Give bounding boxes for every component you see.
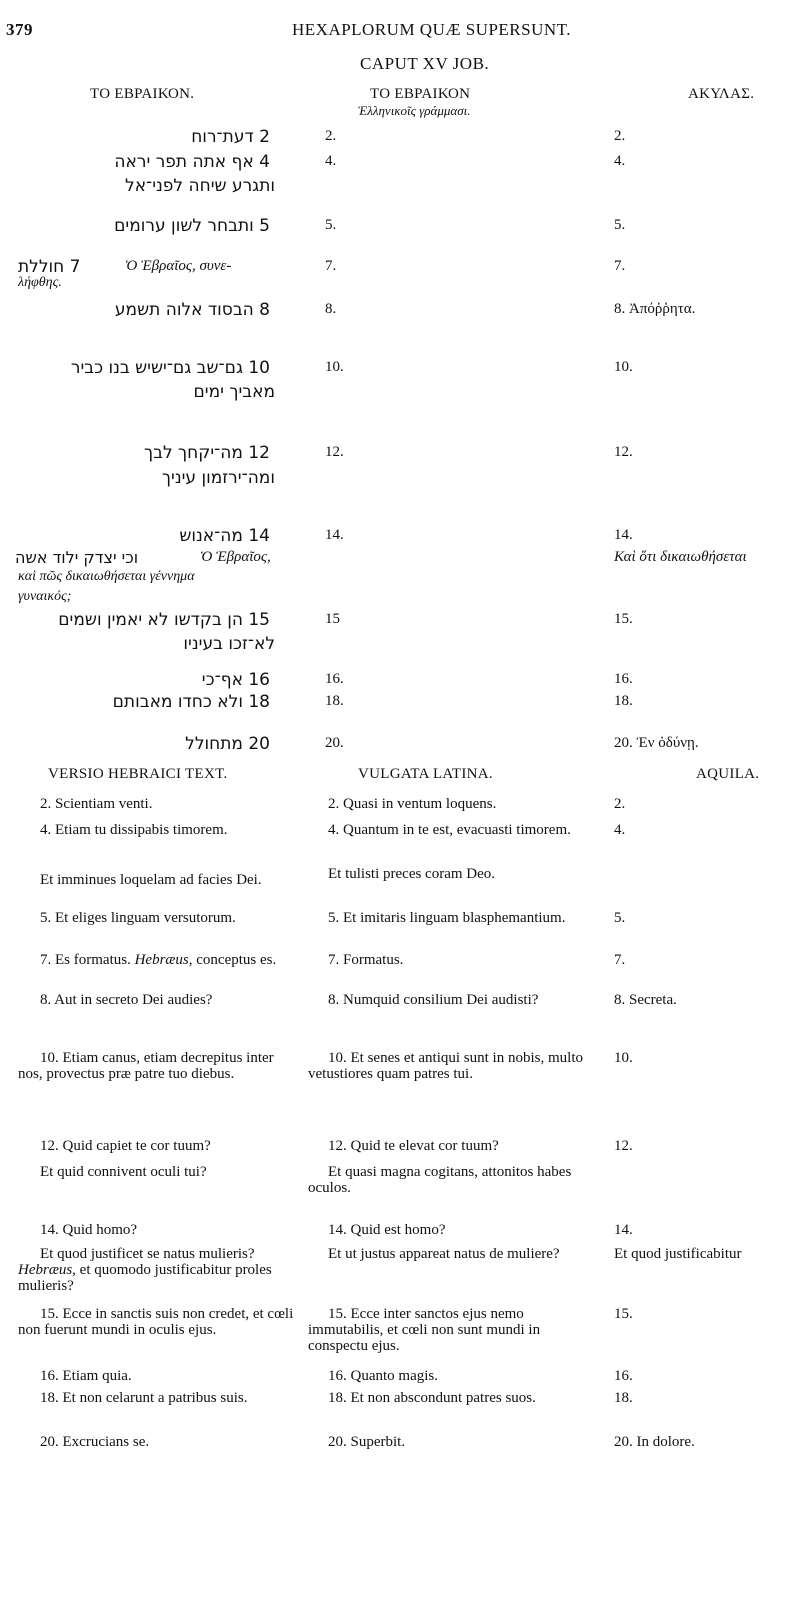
vulgata-verse-18: 18. Et non abscondunt patres suos. (328, 1390, 536, 1406)
aquila-verse-8: 8. Ἀπόῤῥητα. (614, 301, 696, 317)
hebrew-verse-16: 16 אף־כי (201, 670, 270, 690)
versio-verse-5: 5. Et eliges linguam versutorum. (40, 910, 236, 926)
hebrew-verse-4: 4 אף אתה תפר יראה (114, 152, 270, 172)
aquila-verse-2: 2. (614, 128, 626, 144)
aquila-latin-verse-4: 4. (614, 822, 626, 838)
hebrew-verse-4-line2: ותגרע שיחה לפני־אל (125, 176, 275, 196)
aquila-verse-14: 14. (614, 527, 633, 543)
aquila-verse-18: 18. (614, 693, 633, 709)
versio-verse-10: 10. Etiam canus, etiam decrepitus inter nos, provectus præ patre tuo diebus. (18, 1050, 274, 1082)
chapter-title: CAPUT XV JOB. (360, 54, 490, 73)
versio-verse-14: 14. Quid homo? (40, 1222, 138, 1238)
hebrew-verse-14: 14 מה־אנוש (179, 526, 270, 546)
versio-verse-14b-hebraeus: Hebræus (18, 1262, 73, 1278)
translit-verse-14: 14. (325, 527, 344, 543)
hebrew-verse-12: 12 מה־יקחך לבך (144, 443, 270, 463)
vulgata-verse-4: 4. Quantum in te est, evacuasti timorem. (328, 822, 571, 838)
hebrew-verse-2: 2 דעת־רוח (191, 127, 270, 147)
vulgata-verse-8: 8. Numquid consilium Dei audisti? (328, 992, 539, 1008)
greek-note-verse-14-line3: γυναικός; (18, 589, 72, 604)
aquila-verse-5: 5. (614, 217, 626, 233)
versio-verse-8: 8. Aut in secreto Dei audies? (40, 992, 213, 1008)
translit-verse-15: 15 (325, 611, 340, 627)
hebrew-verse-20: 20 מתחולל (185, 734, 270, 754)
hebrew-verse-10: 10 גם־שב גם־ישיש בנו כביר (70, 358, 270, 378)
versio-verse-14b (18, 1246, 296, 1294)
versio-verse-7-b: , conceptus es. (188, 952, 277, 968)
page-number: 379 (6, 20, 33, 39)
vulgata-verse-7: 7. Formatus. (328, 952, 404, 968)
versio-verse-7 (18, 952, 296, 968)
aquila-latin-verse-20: 20. In dolore. (614, 1434, 695, 1450)
aquila-latin-verse-14: 14. (614, 1222, 633, 1238)
vulgata-verse-12: 12. Quid te elevat cor tuum? (328, 1138, 499, 1154)
aquila-latin-verse-7: 7. (614, 952, 626, 968)
col-header-aquila-latin: AQUILA. (696, 766, 760, 782)
versio-verse-18: 18. Et non celarunt a patribus suis. (40, 1390, 248, 1406)
aquila-latin-verse-10: 10. (614, 1050, 633, 1066)
versio-verse-12: 12. Quid capiet te cor tuum? (40, 1138, 211, 1154)
translit-verse-10: 10. (325, 359, 344, 375)
hebrew-verse-15-line2: לא־זכו בעיניו (183, 634, 275, 654)
aquila-latin-verse-16: 16. (614, 1368, 633, 1384)
vulgata-verse-15: 15. Ecce inter sanctos ejus nemo immutabilis, et cœli non sunt mundi in conspectu ejus. (308, 1306, 541, 1354)
running-title: HEXAPLORUM QUÆ SUPERSUNT. (292, 20, 572, 39)
hebrew-verse-14b: וכי יצדק ילוד אשה (15, 548, 139, 567)
aquila-verse-4: 4. (614, 153, 626, 169)
hebrew-verse-12-line2: ומה־ירזמון עיניך (161, 468, 275, 488)
aquila-latin-verse-2: 2. (614, 796, 626, 812)
aquila-verse-14b: Καὶ ὅτι δικαιωθήσεται (614, 549, 747, 565)
aquila-latin-verse-14b: Et quod justificabitur (614, 1246, 742, 1262)
translit-verse-18: 18. (325, 693, 344, 709)
col-header-transliteration: ΤΟ ΕΒΡΑΙΚΟΝ (370, 86, 471, 102)
versio-verse-14b-a: Et quod justificet se natus mulieris? (40, 1246, 255, 1262)
versio-verse-20: 20. Excrucians se. (40, 1434, 150, 1450)
vulgata-verse-16: 16. Quanto magis. (328, 1368, 438, 1384)
versio-verse-7-a: 7. Es formatus. (40, 952, 135, 968)
translit-verse-7: 7. (325, 258, 337, 274)
col-header-versio: VERSIO HEBRAICI TEXT. (48, 766, 228, 782)
aquila-verse-10: 10. (614, 359, 633, 375)
translit-verse-20: 20. (325, 735, 344, 751)
greek-note-verse-14-line2: καὶ πῶς δικαιωθήσεται γέννημα (18, 569, 195, 584)
col-header-vulgata: VULGATA LATINA. (358, 766, 493, 782)
hebrew-verse-15: 15 הן בקדשו לא יאמין ושמים (58, 610, 270, 630)
aquila-latin-verse-5: 5. (614, 910, 626, 926)
versio-verse-16: 16. Etiam quia. (40, 1368, 132, 1384)
translit-verse-12: 12. (325, 444, 344, 460)
vulgata-verse-4b: Et tulisti preces coram Deo. (328, 866, 496, 882)
translit-verse-8: 8. (325, 301, 337, 317)
vulgata-verse-5: 5. Et imitaris linguam blasphemantium. (328, 910, 566, 926)
vulgata-verse-20: 20. Superbit. (328, 1434, 406, 1450)
translit-verse-4: 4. (325, 153, 337, 169)
versio-verse-15: 15. Ecce in sanctis suis non credet, et cœli non fuerunt mundi in oculis ejus. (18, 1306, 294, 1338)
aquila-latin-verse-15: 15. (614, 1306, 633, 1322)
translit-verse-16: 16. (325, 671, 344, 687)
aquila-verse-15: 15. (614, 611, 633, 627)
col-header-transliteration-sub: Ἑλληνικοῖς γράμμασι. (358, 103, 471, 118)
greek-note-verse-7-line2: λήφθης. (18, 275, 62, 290)
hebrew-verse-18: 18 ולא כחדו מאבותם (112, 692, 270, 712)
col-header-aquila-greek: ΑΚΥΛΑΣ. (688, 86, 755, 102)
aquila-verse-7: 7. (614, 258, 626, 274)
col-header-hebrew: ΤΟ ΕΒΡΑΙΚΟΝ. (90, 86, 195, 102)
versio-verse-12b: Et quid connivent oculi tui? (40, 1164, 207, 1180)
hebrew-verse-8: 8 הבסוד אלוה תשמע (114, 300, 270, 320)
greek-note-verse-14: Ὁ Ἑβραῖος, (200, 549, 271, 565)
versio-verse-14b-b: , et quomodo justificabitur proles mulieris? (18, 1262, 272, 1294)
aquila-latin-verse-8: 8. Secreta. (614, 992, 677, 1008)
vulgata-verse-14b: Et ut justus appareat natus de muliere? (328, 1246, 560, 1262)
vulgata-verse-14: 14. Quid est homo? (328, 1222, 446, 1238)
translit-verse-5: 5. (325, 217, 337, 233)
vulgata-verse-12b: Et quasi magna cogitans, attonitos habes oculos. (308, 1164, 572, 1196)
aquila-verse-12: 12. (614, 444, 633, 460)
vulgata-verse-10: 10. Et senes et antiqui sunt in nobis, multo vetustiores quam patres tui. (308, 1050, 583, 1082)
aquila-verse-16: 16. (614, 671, 633, 687)
aquila-latin-verse-12: 12. (614, 1138, 633, 1154)
hebrew-verse-10-line2: מאביך ימים (193, 382, 275, 402)
versio-verse-2: 2. Scientiam venti. (40, 796, 153, 812)
aquila-verse-20: 20. Ἐν ὀδύνῃ. (614, 735, 699, 751)
vulgata-verse-2: 2. Quasi in ventum loquens. (328, 796, 497, 812)
versio-verse-4: 4. Etiam tu dissipabis timorem. (40, 822, 228, 838)
hebrew-verse-5: 5 ותבחר לשון ערומים (114, 216, 270, 236)
versio-verse-4b: Et imminues loquelam ad facies Dei. (40, 872, 262, 888)
hebrew-verse-7: 7 חוללת (18, 257, 81, 277)
aquila-latin-verse-18: 18. (614, 1390, 633, 1406)
greek-note-verse-7: Ὁ Ἑβραῖος, συνε- (125, 258, 232, 274)
translit-verse-2: 2. (325, 128, 337, 144)
versio-verse-7-hebraeus: Hebræus (134, 952, 189, 968)
